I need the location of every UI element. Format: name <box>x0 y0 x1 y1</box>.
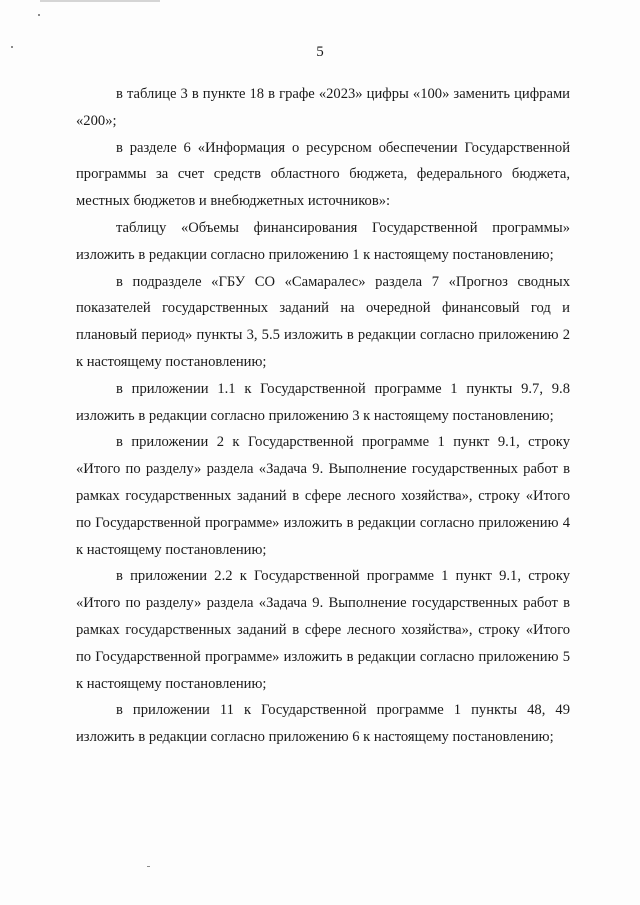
scan-artifact-dot <box>147 866 150 867</box>
paragraph: в приложении 11 к Государственной программе 1 пункты 48, 49 изложить в редакции согласно приложению 6 к настоящему постановлению; <box>76 702 570 746</box>
scan-artifact-top <box>40 0 160 2</box>
paragraph: в разделе 6 «Информация о ресурсном обеспечении Государственной программы за счет средств областного бюджета, федерального бюджета, местных бюджетов и внебюджетных источников»: <box>76 139 570 210</box>
paragraph: в подразделе «ГБУ СО «Самаралес» раздела 7 «Прогноз сводных показателей государственных заданий на очередной финансовый год и плановый период» пункты 3, 5.5 изложить в редакции согласно приложению 2 к настоящему постановлению; <box>76 273 570 370</box>
page-number: 5 <box>316 44 324 60</box>
paragraph: в таблице 3 в пункте 18 в графе «2023» цифры «100» заменить цифрами «200»; <box>76 86 570 129</box>
paragraph: в приложении 2 к Государственной программе 1 пункт 9.1, строку «Итого по разделу» раздела «Задача 9. Выполнение государственных работ в рамках государственных заданий в сфере лесного хозяйства», строку «Итого по Государственной программе» изложить в редакции согласно приложению 4 к настоящему постановлению; <box>76 434 570 558</box>
document-body <box>76 81 570 751</box>
paragraph: в приложении 2.2 к Государственной программе 1 пункт 9.1, строку «Итого по разделу» раздела «Задача 9. Выполнение государственных работ в рамках государственных заданий в сфере лесного хозяйства», строку «Итого по Государственной программе» изложить в редакции согласно приложению 5 к настоящему постановлению; <box>76 568 570 692</box>
paragraph: таблицу «Объемы финансирования Государственной программы» изложить в редакции согласно приложению 1 к настоящему постановлению; <box>76 219 570 263</box>
scan-artifact-dot <box>38 14 40 16</box>
paragraph: в приложении 1.1 к Государственной программе 1 пункты 9.7, 9.8 изложить в редакции согласно приложению 3 к настоящему постановлению; <box>76 380 570 424</box>
